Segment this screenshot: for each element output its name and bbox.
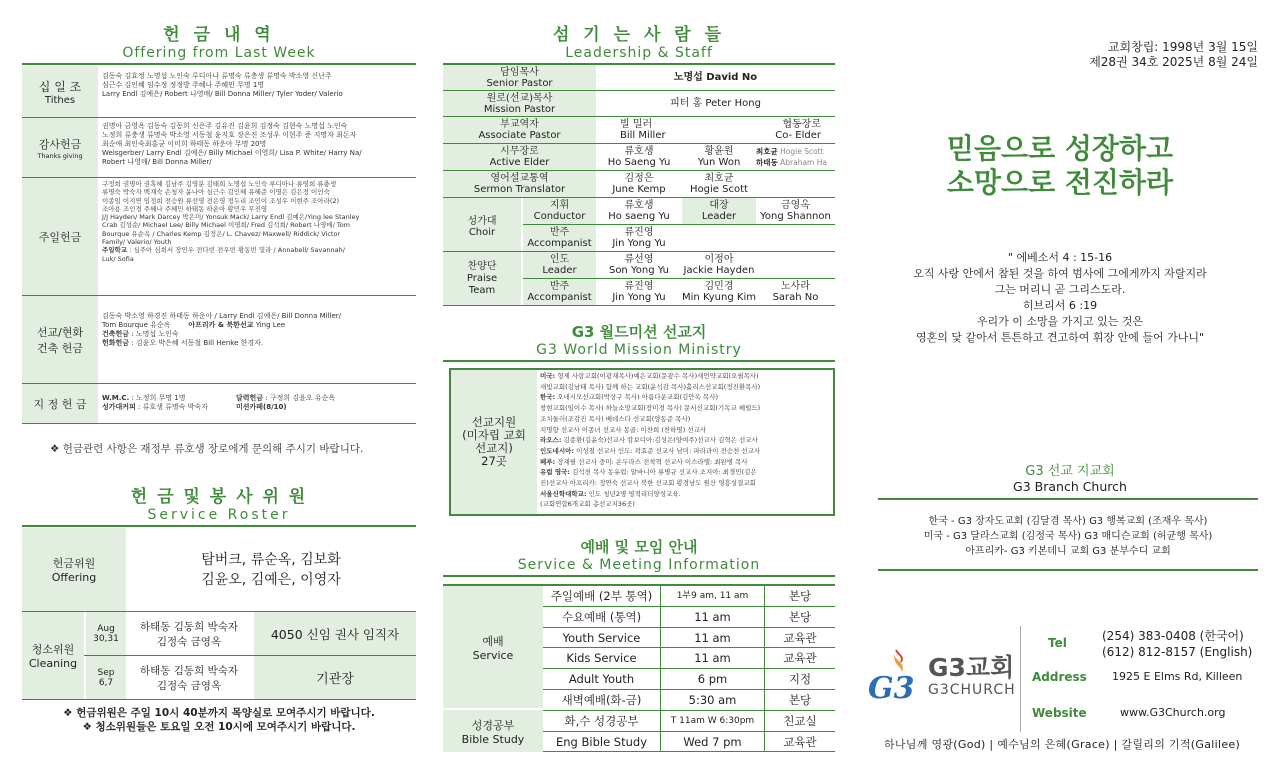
staff-row-elder — [443, 144, 835, 171]
staff-row-choir — [443, 198, 835, 252]
website-label: Website — [1032, 706, 1087, 720]
offering-row-mission — [22, 296, 416, 384]
worship-place: 친교실 — [783, 713, 817, 728]
divider — [1020, 626, 1021, 732]
mission-label-ko2: 건축 헌금 — [36, 341, 83, 355]
wmc-label: W.M.C. — [102, 394, 130, 402]
person-ko: 류호생 — [624, 146, 654, 157]
branch-pastor: (김정국 목사) — [1018, 531, 1085, 542]
mission-line — [540, 478, 760, 489]
worship-time: 1부9 am, 11 am — [661, 586, 765, 606]
mission-label: 선교지) — [475, 441, 513, 455]
mission-line: 김동숙 박소영 하경진 하태동 하운아 / Larry Endl 김예은/ Bill Donna Miller/ — [102, 312, 342, 320]
sunday-line: J/J Hayden/ Mark Darcey 박은미/ Yonsuk Mack/ Larry Endl 김예은/Ying lee Stanley — [102, 213, 360, 222]
worship-name: 새벽예배(화-금) — [543, 690, 661, 710]
verse-line: 오직 사랑 안에서 참된 것을 하여 범사에 그에게까지 자랄지라 — [913, 267, 1207, 280]
worship-time: 11 am — [661, 607, 765, 627]
offering-row-tithes — [22, 66, 416, 118]
branch-line — [878, 529, 1258, 544]
mission-line — [540, 499, 760, 510]
bulletin-info — [1040, 40, 1258, 70]
calendar-names: : 구정희 김윤오 유순옥 — [263, 394, 336, 402]
role-en: Senior Pastor — [486, 78, 553, 89]
role-en: Leader — [542, 265, 577, 276]
thanks-label-en: Thanks giving — [37, 151, 83, 160]
worship-row — [543, 732, 835, 753]
person-en: Sarah No — [772, 292, 819, 303]
role-ko: 인도 — [549, 254, 570, 265]
cleaning-date: 6,7 — [98, 677, 114, 688]
verse-line: 우리가 이 소망을 가지고 있는 것은 — [976, 315, 1144, 328]
worship-time: 5:30 am — [661, 690, 765, 710]
flower-names: : 김윤오 박은혜 서동철 Bill Henke 한경자. — [129, 339, 264, 347]
sunday-line: 조아용 조인경 주혜나 주혜민 하태동 하운아 황민우 무진영 — [102, 204, 268, 213]
role-en: Conductor — [533, 211, 586, 222]
person-ko: 류호생 — [624, 200, 654, 211]
founding-date: 교회창립: 1998년 3월 15일 — [1107, 40, 1258, 54]
worship-name: 수요예배 (통역) — [543, 607, 661, 627]
person-en: Jin Yong Yu — [612, 292, 666, 303]
tithes-line: 심근수 김인혜 임수정 정정방 주혜나 주혜민 무명 1명 — [102, 81, 265, 89]
mission-region: 페루: — [540, 457, 556, 466]
mission-title-en: G3 World Mission Ministry — [443, 342, 835, 362]
person-ko: 이정아 — [704, 254, 734, 265]
mission-details: 창현교회(임이수 목사) 하늘소망교회(장미경 목사) 문서선교회(기독교 헤럴드) — [540, 404, 761, 413]
person-en: Hogie Scott — [780, 147, 824, 156]
staff-table — [443, 65, 835, 306]
person-en: Abraham Ha — [780, 158, 827, 167]
choir-conductor-row — [523, 198, 835, 225]
verse-line: 그는 머리니 곧 그리스도라. — [994, 283, 1126, 296]
person-ko: 류진영 — [624, 281, 654, 292]
issue-date: 제28권 34호 2025년 8월 24일 — [1089, 55, 1258, 69]
roster-offering-names: 김윤오, 김예은, 이영자 — [201, 571, 341, 588]
worship-place: 교육관 — [783, 651, 817, 666]
staff-section — [443, 20, 835, 65]
mission-region: 인도네시아: — [540, 446, 574, 455]
scripture — [860, 250, 1260, 346]
role-en: Leader — [701, 211, 737, 222]
worship-place: 지정 — [788, 672, 812, 687]
sunday-line: 구정희 권명아 권혹혜 김남주 김영분 김태희 노명섭 노인숙 루디아나 류영희 류충생 — [102, 180, 337, 188]
person-ko: 황윤원 — [704, 146, 734, 157]
staff-row-senior — [443, 65, 835, 91]
staff-title-en: Leadership & Staff — [443, 45, 835, 65]
mission-details: 인도 청년2명 영적리더양성교육. — [588, 489, 681, 498]
tel-numbers — [1102, 628, 1252, 660]
logo-name-en: G3CHURCH — [928, 682, 1016, 698]
worship-row — [543, 628, 835, 649]
motto-line: 소망으로 전진하라 — [946, 166, 1174, 199]
role-ko: 영어설교통역 — [490, 173, 549, 184]
africa-nk-label: 아프리카 & 북한선교 — [188, 321, 254, 329]
tel-english: (612) 812-8157 (English) — [1102, 645, 1253, 659]
mission-line — [540, 403, 760, 414]
cleaning-date: 30,31 — [93, 633, 119, 644]
role-en: Accompanist — [527, 292, 592, 303]
tel-label: Tel — [1048, 636, 1067, 650]
offering-note: ❖ 헌금관련 사항은 재정부 류호생 장로에게 문의해 주시기 바랍니다. — [50, 443, 364, 455]
branch-list — [878, 498, 1258, 571]
person-en: Yong Shannon — [760, 211, 831, 222]
branch-church: G3 행복교회 — [1089, 516, 1145, 527]
mission-box — [449, 368, 835, 516]
role-en: Mission Pastor — [483, 104, 556, 115]
worship-place: 본당 — [788, 609, 812, 624]
mission-region: 한국: — [540, 393, 556, 402]
branch-pastor: (김달겸 목사) — [1023, 516, 1090, 527]
offering-title-ko: 헌 금 내 역 — [163, 25, 275, 45]
building-label: 건축헌금 — [102, 330, 130, 338]
role-ko: 부교역자 — [500, 119, 539, 130]
sunday-school-line — [102, 246, 359, 254]
mission-line — [540, 382, 760, 393]
flower-label: 헌화헌금 — [102, 339, 130, 347]
sunday-label: 주일헌금 — [22, 178, 98, 295]
role-en: Sermon Translator — [473, 184, 566, 195]
mission-details: 이성철 선교사 인도: 곽효준 선교사 남미: 파라과이 전승천 선교사 — [576, 446, 761, 455]
roster-cleaning-row — [22, 612, 416, 700]
offering-row-designated — [22, 384, 416, 424]
bible-label-ko: 성경공부 — [471, 718, 515, 732]
cleaning-week-2 — [84, 656, 416, 699]
building-names: : 노명섭 노인숙 — [129, 330, 179, 338]
worship-row — [543, 711, 835, 732]
role-en: Associate Pastor — [478, 130, 561, 141]
worship-name: Eng Bible Study — [543, 732, 661, 752]
worship-time: Wed 7 pm — [661, 732, 765, 752]
person-en: Jackie Hayden — [683, 265, 755, 276]
mission-line — [540, 425, 760, 436]
mission-label: 선교지원 — [471, 415, 517, 429]
roster-table — [22, 528, 416, 700]
coffee-names: : 류호생 류명숙 박숙자 — [135, 403, 208, 411]
person-ko: 노사라 — [781, 281, 810, 292]
cleaning-names: 하태동 김동희 박숙자 — [140, 664, 238, 677]
mission-section — [443, 321, 835, 362]
worship-name: Adult Youth — [543, 669, 661, 689]
roster-offering-row — [22, 528, 416, 612]
worship-place: 본당 — [788, 692, 812, 707]
mission-details: 김석천 목사 동유럽: 알바니아 류병규 선교사 조지아: 최경민(김은 — [572, 468, 757, 477]
branch-church: G3 매디슨교회 — [1084, 531, 1150, 542]
mission-region: 유럽 영국: — [540, 468, 570, 477]
worship-row — [543, 669, 835, 690]
worship-name: 화,수 성경공부 — [543, 711, 661, 731]
sunday-line: Family/ Valerio/ Youth — [102, 238, 172, 247]
role-ko: 반주 — [549, 227, 570, 238]
thanks-line: Robert 나영매/ Bill Donna Miller/ — [102, 158, 212, 166]
branch-title-en: G3 Branch Church — [1013, 479, 1127, 494]
mission-label-ko: 선교/현화 — [36, 325, 84, 339]
role-ko: 시무장로 — [500, 146, 539, 157]
website-link[interactable]: www.G3Church.org — [1120, 706, 1226, 719]
mission-details: 장재필 선교사 중미: 온두라스 전착혁 선교사 이스라엘: 최완병 목사 — [557, 457, 748, 466]
person-en: Ho Saeng Yu — [607, 157, 671, 168]
branch-title-ko: G3 선교 지교회 — [1025, 464, 1115, 479]
verse-line: 히브리서 6 :19 — [1022, 299, 1098, 312]
co-elder-ko: 협동장로 — [782, 119, 821, 130]
roster-offering-ko: 헌금위원 — [52, 557, 96, 570]
person-ko: 김정은 — [624, 173, 654, 184]
mission-details: (교회연합6개교회 총선교지36곳) — [540, 500, 635, 509]
person-en: Bill Miller — [620, 130, 666, 141]
senior-pastor-name: 노명섭 David No — [673, 72, 758, 83]
mission-details: 김종환(김윤숙)선교사 캄보디아:김성은(양여주)선교사 김혁은 선교사 — [563, 436, 758, 445]
worship-time: 11 am — [661, 648, 765, 668]
mission-details: 진)선교사 아프리카: 정연숙 선교사 북한 선교회 황경남도 원산 영흥성결교회 — [540, 479, 756, 488]
branch-church: 미국 - G3 달라스교회 — [923, 531, 1019, 542]
person-ko: 류선영 — [624, 254, 654, 265]
cleaning-group: 기관장 — [252, 656, 416, 699]
branch-header — [920, 460, 1220, 494]
person-ko: 빌 밀러 — [620, 119, 653, 130]
person-en: Jin Yong Yu — [612, 238, 666, 249]
worship-place: 교육관 — [783, 734, 817, 749]
worship-title-en: Service & Meeting Information — [443, 557, 835, 577]
staff-title-ko: 섬 기 는 사 람 들 — [552, 25, 726, 45]
cleaning-group: 4050 신임 권사 임직자 — [252, 612, 416, 655]
role-en: Active Elder — [489, 157, 550, 168]
sunday-line: 류명숙 박숙자 백재숙 손청자 윤나아 심근수 김인혜 유혜준 이명은 김은정 이인숙 — [102, 188, 330, 197]
mission-list — [537, 370, 760, 514]
footer-slogan: 하나님께 영광(God) | 예수님의 은혜(Grace) | 갈릴리의 기적(Galilee) — [883, 738, 1241, 751]
roster-notes — [22, 706, 416, 734]
building-line — [102, 330, 341, 339]
person-ko: 금영옥 — [781, 200, 810, 211]
sunday-line: 이종임 이지연 임정희 전승원 류선영 전은영 정두리 조민이 조성우 이현주 조아라(2) — [102, 196, 340, 205]
mission-details: 조치둘러(조감진 목사) 베데스다 선교회(양동준 목사) — [540, 414, 691, 423]
sunday-line: Bourque 유순옥 / Charles Kemp 김정은/ L. Chavez/ Maxwell/ Riddick/ Victor — [102, 229, 341, 238]
mission-names: Ying Lee — [253, 321, 286, 329]
cleaning-names: 김정숙 금영옥 — [156, 635, 222, 648]
service-label-en: Service — [472, 648, 514, 662]
tithes-line: Larry Endl 김예은/ Robert 나영매/ Bill Donna Miller/ Tyler Yoder/ Valerio — [102, 90, 343, 98]
mission-names: Tom Bourque 유순옥 — [102, 321, 171, 329]
role-ko: 찬양단 — [467, 260, 497, 272]
praise-leader-row — [523, 252, 835, 279]
mission-cafe-label: 미션카페(8/10) — [236, 403, 287, 411]
role-en: Team — [468, 284, 496, 296]
role-ko: 지휘 — [549, 200, 570, 211]
roster-title-en: Service Roster — [22, 507, 416, 527]
worship-name: Kids Service — [543, 648, 661, 668]
branch-line: 아프리카- G3 키본데니 교회 G3 분부수디 교회 — [965, 546, 1171, 557]
address-label: Address — [1032, 670, 1087, 684]
sunday-line: Luk/ Sofia — [102, 254, 134, 263]
worship-row — [543, 586, 835, 607]
staff-row-praise — [443, 252, 835, 306]
designated-label: 지 정 헌 금 — [22, 384, 98, 423]
co-elder-en: Co- Elder — [775, 130, 821, 141]
motto — [860, 132, 1260, 200]
mission-line — [540, 371, 760, 382]
church-logo-text — [928, 654, 1016, 698]
staff-row-mission — [443, 91, 835, 117]
role-ko: 반주 — [549, 281, 570, 292]
wmc-names: : 노정희 무명 1명 — [129, 394, 186, 402]
person-ko: 최호균 — [704, 173, 734, 184]
person-en: Yun Won — [697, 157, 741, 168]
roster-section — [22, 482, 416, 527]
thanks-line: 권명아 금영옥 김동숙 김동희 신은주 김유진 김윤희 김정숙 김현숙 노명섭 노인숙 — [102, 122, 348, 130]
mission-line — [540, 457, 760, 468]
role-ko: 원로(선교)목사 — [486, 93, 553, 104]
cleaning-week-1 — [84, 612, 416, 656]
mission-line — [540, 446, 760, 457]
roster-offering-names: 탐버크, 류순옥, 김보화 — [201, 551, 341, 568]
logo-mark-text: G3 — [868, 671, 915, 706]
worship-row — [543, 648, 835, 669]
mission-line — [540, 414, 760, 425]
roster-cleaning-ko: 청소위원 — [31, 643, 75, 656]
staff-row-translator — [443, 171, 835, 198]
person-en: Hogie Scott — [690, 184, 748, 195]
bible-label-en: Bible Study — [461, 732, 525, 746]
thanks-label-ko: 감사헌금 — [38, 137, 82, 151]
mission-line — [540, 467, 760, 478]
mission-details: 지명향 선교사 이종녀 선교사 몽골: 이찬희 (찬하명) 선교사 — [540, 425, 707, 434]
person-en: Son Yong Yu — [608, 265, 670, 276]
worship-name: Youth Service — [543, 628, 661, 648]
person-ko: 최호균 — [756, 147, 778, 156]
mission-line — [102, 321, 341, 330]
mission-region: 라오스: — [540, 436, 562, 445]
branch-pastor: (조재우 목사) — [1145, 516, 1208, 527]
worship-name: 주일예배 (2부 통역) — [543, 586, 661, 606]
sunday-school-label: 주일학교 — [102, 246, 128, 255]
roster-cleaning-en: Cleaning — [28, 657, 78, 670]
roster-note: ❖ 청소위원들은 토요일 오전 10시에 모여주시기 바랍니다. — [82, 721, 356, 733]
motto-line: 믿음으로 성장하고 — [946, 132, 1174, 165]
tithes-line: 김동숙 김효정 노명섭 노인숙 루디아나 류명숙 류충생 류명숙 박소영 신난주 — [102, 72, 332, 80]
role-en: Accompanist — [527, 238, 592, 249]
offering-row-sunday — [22, 178, 416, 296]
tel-korean: (254) 383-0408 (한국어) — [1102, 629, 1244, 643]
branch-line — [878, 514, 1258, 529]
worship-place: 교육관 — [783, 630, 817, 645]
person-ko: 류진영 — [624, 227, 654, 238]
mission-region: 미국: — [540, 372, 556, 380]
worship-row — [543, 607, 835, 628]
mission-line — [540, 489, 760, 500]
staff-row-assoc — [443, 117, 835, 144]
address-value: 1925 E Elms Rd, Killeen — [1112, 670, 1243, 683]
role-ko: 담임목사 — [500, 67, 539, 78]
cleaning-names: 하태동 김동희 박숙자 — [140, 620, 238, 633]
mission-label: 27곳 — [481, 454, 507, 468]
person-en: June Kemp — [612, 184, 666, 195]
mission-line — [540, 392, 760, 403]
mission-details: 형제 사랑교회(이광재목사)예은교회(문광수 목사)새언약교회(오필목사) — [557, 372, 759, 380]
role-en: Choir — [468, 226, 496, 238]
branch-church: 한국 - G3 장자도교회 — [928, 516, 1024, 527]
elder-person — [756, 157, 835, 168]
worship-row — [543, 690, 835, 711]
mission-details: 오네시모선교회(박상구 목사) 아름다운교회(김안옥 목사) — [557, 393, 719, 402]
mission-title-ko: G3 월드미션 선교지 — [571, 323, 707, 341]
designated-line — [102, 403, 408, 412]
calendar-label: 달력헌금 — [236, 394, 264, 402]
cleaning-names: 김정숙 금영옥 — [156, 679, 222, 692]
verse-line: " 에베소서 4 : 15-16 — [1007, 251, 1113, 264]
mission-pastor-name: 피터 홍 Peter Hong — [670, 98, 761, 109]
offering-table — [22, 66, 416, 424]
coffee-label: 성가대커피 — [102, 403, 136, 411]
worship-rows — [543, 586, 835, 752]
logo-name-ko: G3교회 — [928, 653, 1015, 682]
worship-section — [443, 536, 835, 577]
person-en: Min Kyung Kim — [682, 292, 756, 303]
mission-line — [540, 435, 760, 446]
role-ko: 대장 — [709, 200, 729, 211]
worship-time: T 11am W 6:30pm — [661, 711, 765, 731]
sunday-line: Crab 김성순/ Michael Lee/ Billy Michael 이영희/ Fred 김석희/ Robert 나영매/ Tom — [102, 221, 351, 230]
mission-label: (미자립 교회 — [462, 428, 526, 442]
elder-person — [756, 146, 835, 157]
tithes-label-en: Tithes — [44, 94, 76, 106]
person-en: Ho saeng Yu — [608, 211, 670, 222]
person-ko: 하태동 — [756, 158, 778, 167]
mission-details: 새빛교회(김남태 목사) 함께 하는 교회(윤석감 목사)홀리스선교회(정진환목사) — [540, 382, 761, 391]
contact-info — [1032, 628, 1258, 730]
cleaning-date: Aug — [97, 623, 115, 634]
praise-accompanist-row — [523, 279, 835, 305]
tithes-label-ko: 십 일 조 — [38, 79, 82, 94]
worship-time: 11 am — [661, 628, 765, 648]
branch-pastor: (허균행 목사) — [1149, 531, 1213, 542]
choir-accompanist-row — [523, 225, 835, 251]
mission-region: 서울신학대학교: — [540, 489, 587, 498]
offering-title-en: Offering from Last Week — [22, 45, 416, 65]
cleaning-date: Sep — [97, 667, 115, 678]
roster-note: ❖ 헌금위원은 주일 10시 40분까지 목양실로 모여주시기 바랍니다. — [63, 707, 375, 719]
sunday-school-names: : 심주아 심희서 장민우 전다빈 전우빈 황동빈 밀라 / Annabell/ Savannah/ — [127, 246, 345, 255]
role-ko: 성가대 — [467, 215, 497, 227]
role-en: Praise — [466, 272, 498, 284]
worship-table — [443, 584, 835, 752]
church-logo-icon — [866, 648, 918, 708]
thanks-line: 최순애 최인숙최홍균 이미희 하태동 하운아 무명 20명 — [102, 140, 267, 148]
service-label-ko: 예배 — [482, 634, 504, 648]
offering-section — [22, 20, 416, 65]
thanks-line: 노정희 류충생 류명숙 박소영 서동철 윤지호 장은진 조성우 이현주 준 지명자 최돈자 — [102, 131, 357, 139]
worship-time: 6 pm — [661, 669, 765, 689]
worship-place: 본당 — [788, 589, 812, 603]
worship-title-ko: 예배 및 모임 안내 — [580, 538, 698, 556]
flower-line — [102, 339, 341, 348]
verse-line: 영혼의 닻 같아서 튼튼하고 견고하여 휘장 안에 들어 가나니" — [915, 331, 1205, 344]
thanks-line: Weisgerber/ Larry Endl 김예은/ Billy Michael 이영희/ Lisa P. White/ Harry Na/ — [102, 149, 362, 157]
roster-offering-en: Offering — [51, 571, 97, 584]
person-ko: 김민경 — [704, 281, 734, 292]
roster-title-ko: 헌 금 및 봉 사 위 원 — [130, 487, 308, 507]
offering-row-thanks — [22, 118, 416, 178]
designated-line — [102, 394, 408, 403]
